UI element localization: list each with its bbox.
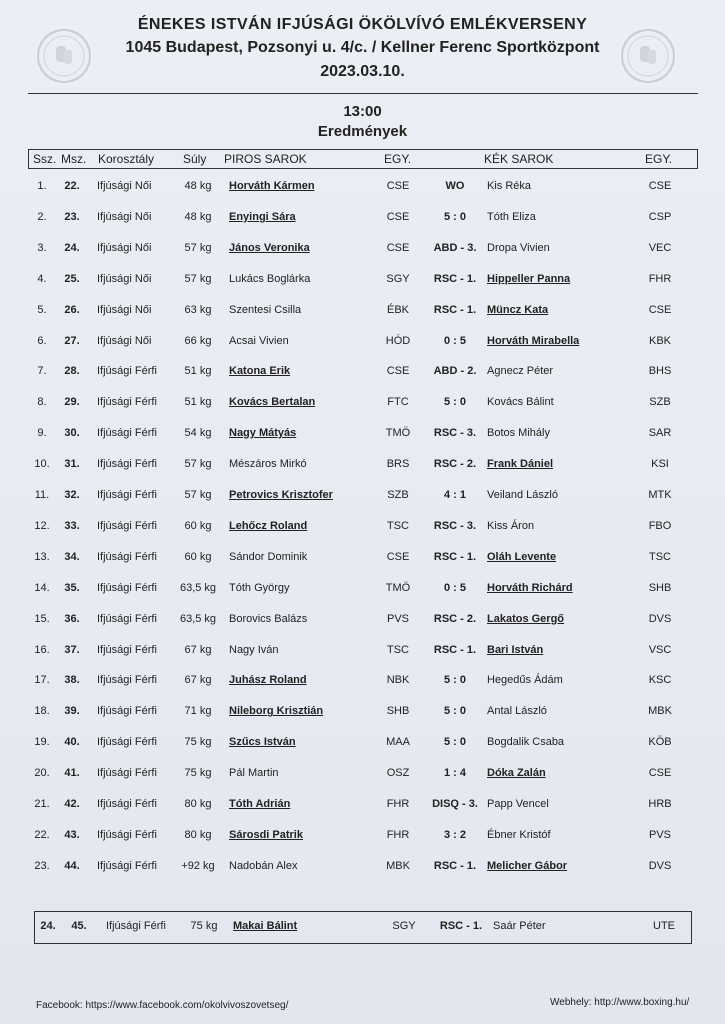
- cell-suly: 51 kg: [184, 396, 212, 409]
- cell-kek: Lakatos Gergő: [487, 612, 565, 625]
- cell-suly: 57 kg: [184, 489, 212, 501]
- cell-kek: Ébner Kristóf: [487, 828, 551, 841]
- cell-piros: Katona Erik: [229, 365, 291, 378]
- cell-suly: 67 kg: [184, 643, 212, 656]
- event-address: 1045 Budapest, Pozsonyi u. 4/c. / Kellner Ferenc Sportközpont: [125, 39, 600, 56]
- cell-ssz: 12.: [34, 519, 50, 532]
- cell-suly: 60 kg: [184, 519, 212, 532]
- cell-msz: 32.: [64, 489, 80, 501]
- cell-result: RSC - 1.: [433, 272, 477, 285]
- cell-korosztaly: Ifjúsági Női: [97, 272, 152, 285]
- cell-suly: 63 kg: [184, 303, 212, 316]
- col-msz: Msz.: [61, 152, 87, 166]
- cell-msz: 26.: [64, 303, 80, 316]
- cell-piros: Tóth György: [229, 581, 290, 594]
- cell-ssz: 1.: [37, 180, 47, 192]
- cell-result: ABD - 3.: [433, 241, 477, 254]
- cell-result: 5 : 0: [443, 396, 466, 409]
- website-link[interactable]: Webhely: http://www.boxing.hu/: [550, 997, 690, 1008]
- cell-egy-red: FTC: [387, 396, 409, 409]
- cell-egy-blue: TSC: [649, 550, 671, 563]
- cell-msz: 42.: [64, 798, 80, 810]
- cell-egy-blue: CSP: [648, 210, 672, 223]
- cell-egy-blue: CSE: [648, 180, 672, 192]
- cell-msz: 23.: [64, 210, 80, 223]
- cell-result: RSC - 1.: [433, 303, 477, 316]
- cell-ssz: 9.: [37, 427, 47, 440]
- cell-result: RSC - 2.: [433, 612, 477, 625]
- cell-piros: Nileborg Krisztián: [229, 705, 324, 718]
- table-row: [0, 671, 725, 691]
- cell-egy-blue: SZB: [649, 396, 671, 409]
- cell-kek: Kovács Bálint: [487, 396, 554, 409]
- cell-egy-red: SZB: [387, 489, 409, 501]
- cell-korosztaly: Ifjúsági Férfi: [97, 365, 157, 378]
- cell-msz: 27.: [64, 334, 80, 347]
- cell-egy-blue: MBK: [648, 705, 672, 718]
- cell-korosztaly: Ifjúsági Férfi: [97, 674, 157, 687]
- cell-suly: 80 kg: [184, 798, 212, 810]
- cell-piros: Horváth Kármen: [229, 180, 315, 192]
- cell-result: 0 : 5: [443, 581, 466, 594]
- table-row: [0, 270, 725, 290]
- cell-egy-red: NBK: [386, 674, 410, 687]
- cell-piros: Nadobán Alex: [229, 859, 298, 872]
- cell-piros: Tóth Adrián: [229, 798, 291, 810]
- cell-msz: 45.: [71, 920, 87, 932]
- col-kek-sarok: KÉK SAROK: [484, 152, 554, 166]
- cell-kek: Tóth Eliza: [487, 210, 536, 223]
- session-time: 13:00: [343, 103, 382, 120]
- cell-msz: 22.: [64, 180, 80, 192]
- cell-msz: 38.: [64, 674, 80, 687]
- cell-result: DISQ - 3.: [432, 798, 478, 810]
- cell-korosztaly: Ifjúsági Női: [97, 180, 152, 192]
- event-date: 2023.03.10.: [320, 63, 405, 80]
- cell-result: ABD - 2.: [433, 365, 477, 378]
- cell-egy-red: CSE: [386, 365, 410, 378]
- cell-korosztaly: Ifjúsági Férfi: [106, 920, 166, 932]
- cell-egy-red: HÓD: [385, 334, 411, 347]
- cell-kek: Veiland László: [487, 489, 558, 501]
- col-piros-sarok: PIROS SAROK: [224, 152, 307, 166]
- cell-kek: Hippeller Panna: [487, 272, 571, 285]
- cell-msz: 39.: [64, 705, 80, 718]
- cell-piros: Petrovics Krisztofer: [229, 489, 333, 501]
- cell-suly: 57 kg: [184, 241, 212, 254]
- cell-ssz: 2.: [37, 210, 47, 223]
- cell-suly: 54 kg: [184, 427, 212, 440]
- cell-korosztaly: Ifjúsági Férfi: [97, 519, 157, 532]
- cell-suly: 66 kg: [184, 334, 212, 347]
- cell-result: RSC - 3.: [433, 427, 477, 440]
- cell-kek: Saár Péter: [493, 920, 546, 932]
- cell-suly: 71 kg: [184, 705, 212, 718]
- cell-egy-blue: FHR: [648, 272, 672, 285]
- cell-ssz: 8.: [37, 396, 47, 409]
- cell-ssz: 6.: [37, 334, 47, 347]
- cell-ssz: 20.: [34, 767, 50, 780]
- col-egy-red: EGY.: [384, 152, 412, 166]
- cell-korosztaly: Ifjúsági Férfi: [97, 859, 157, 872]
- cell-ssz: 11.: [34, 489, 50, 501]
- cell-egy-red: MBK: [386, 859, 410, 872]
- cell-kek: Dropa Vivien: [487, 241, 550, 254]
- cell-egy-red: PVS: [386, 612, 409, 625]
- table-row: [0, 733, 725, 753]
- cell-suly: 48 kg: [184, 210, 212, 223]
- cell-egy-blue: VSC: [648, 643, 672, 656]
- cell-korosztaly: Ifjúsági Női: [97, 241, 152, 254]
- cell-kek: Oláh Levente: [487, 550, 557, 563]
- cell-korosztaly: Ifjúsági Férfi: [97, 767, 157, 780]
- cell-piros: Makai Bálint: [233, 920, 298, 932]
- cell-egy-blue: CSE: [648, 303, 672, 316]
- cell-ssz: 18.: [34, 705, 50, 718]
- cell-korosztaly: Ifjúsági Férfi: [97, 489, 157, 501]
- table-header: [28, 149, 698, 169]
- cell-msz: 28.: [64, 365, 80, 378]
- cell-egy-blue: VEC: [648, 241, 672, 254]
- cell-ssz: 7.: [37, 365, 47, 378]
- cell-result: RSC - 1.: [433, 643, 477, 656]
- cell-kek: Agnecz Péter: [487, 365, 554, 378]
- cell-kek: Hegedűs Ádám: [487, 674, 563, 687]
- cell-egy-red: SGY: [392, 920, 416, 932]
- cell-msz: 43.: [64, 828, 80, 841]
- event-title: ÉNEKES ISTVÁN IFJÚSÁGI ÖKÖLVÍVÓ EMLÉKVERSENY: [137, 16, 588, 33]
- cell-egy-red: SGY: [386, 272, 410, 285]
- cell-egy-red: CSE: [386, 241, 410, 254]
- cell-result: RSC - 1.: [439, 920, 483, 932]
- cell-kek: Horváth Mirabella: [487, 334, 580, 347]
- cell-ssz: 5.: [37, 303, 47, 316]
- table-row: [0, 208, 725, 228]
- cell-korosztaly: Ifjúsági Férfi: [97, 458, 157, 471]
- cell-piros: Szűcs István: [229, 736, 296, 749]
- cell-result: 5 : 0: [443, 705, 466, 718]
- cell-result: RSC - 1.: [433, 550, 477, 563]
- cell-ssz: 10.: [34, 458, 50, 471]
- cell-kek: Botos Mihály: [487, 427, 550, 440]
- cell-ssz: 16.: [34, 643, 50, 656]
- cell-egy-red: CSE: [386, 180, 410, 192]
- cell-msz: 37.: [64, 643, 80, 656]
- table-row: [0, 702, 725, 722]
- cell-piros: Pál Martin: [229, 767, 279, 780]
- table-row: [0, 517, 725, 537]
- cell-piros: Borovics Balázs: [229, 612, 308, 625]
- table-row: [0, 579, 725, 599]
- cell-egy-red: BRS: [386, 458, 410, 471]
- cell-egy-blue: SAR: [648, 427, 672, 440]
- cell-ssz: 19.: [34, 736, 50, 749]
- cell-suly: 57 kg: [184, 458, 212, 471]
- cell-kek: Melicher Gábor: [487, 859, 568, 872]
- cell-suly: 75 kg: [190, 920, 218, 932]
- cell-msz: 25.: [64, 272, 80, 285]
- cell-msz: 41.: [64, 767, 80, 780]
- cell-egy-blue: KSC: [648, 674, 672, 687]
- table-row: [0, 610, 725, 630]
- col-korosztaly: Korosztály: [98, 152, 155, 166]
- cell-suly: 48 kg: [184, 180, 212, 192]
- cell-suly: 63,5 kg: [179, 612, 217, 625]
- cell-egy-blue: CSE: [648, 767, 672, 780]
- cell-egy-red: SHB: [386, 705, 410, 718]
- cell-piros: János Veronika: [229, 241, 310, 254]
- cell-korosztaly: Ifjúsági Férfi: [97, 736, 157, 749]
- cell-piros: Kovács Bertalan: [229, 396, 316, 409]
- cell-piros: Nagy Iván: [229, 643, 279, 656]
- cell-egy-red: ÉBK: [386, 303, 409, 316]
- table-row: [0, 826, 725, 846]
- cell-korosztaly: Ifjúsági Női: [97, 210, 152, 223]
- cell-ssz: 13.: [34, 550, 50, 563]
- cell-kek: Antal László: [487, 705, 547, 718]
- cell-msz: 24.: [64, 241, 80, 254]
- cell-kek: Papp Vencel: [487, 798, 549, 810]
- cell-ssz: 17.: [34, 674, 50, 687]
- cell-egy-red: CSE: [386, 550, 410, 563]
- facebook-link[interactable]: Facebook: https://www.facebook.com/okolvivoszovetseg/: [36, 1000, 289, 1011]
- cell-msz: 40.: [64, 736, 80, 749]
- cell-egy-blue: FBO: [648, 519, 672, 532]
- cell-ssz: 14.: [34, 581, 50, 594]
- cell-egy-red: MAA: [386, 736, 410, 749]
- cell-suly: 51 kg: [184, 365, 212, 378]
- cell-ssz: 21.: [34, 798, 50, 810]
- table-row: [0, 641, 725, 661]
- cell-msz: 30.: [64, 427, 80, 440]
- cell-msz: 35.: [64, 581, 80, 594]
- cell-result: RSC - 1.: [433, 859, 477, 872]
- header: [0, 14, 725, 84]
- table-row: [0, 857, 725, 877]
- cell-suly: 80 kg: [184, 828, 212, 841]
- cell-egy-red: TMÖ: [385, 581, 411, 594]
- cell-suly: 63,5 kg: [179, 581, 217, 594]
- table-row: [0, 239, 725, 259]
- cell-egy-red: TMÖ: [385, 427, 411, 440]
- cell-piros: Sárosdi Patrik: [229, 828, 303, 841]
- cell-piros: Szentesi Csilla: [229, 303, 302, 316]
- cell-korosztaly: Ifjúsági Férfi: [97, 828, 157, 841]
- results-heading: Eredmények: [317, 123, 408, 140]
- cell-egy-red: FHR: [386, 798, 410, 810]
- cell-kek: Bari István: [487, 643, 544, 656]
- cell-korosztaly: Ifjúsági Férfi: [97, 427, 157, 440]
- cell-egy-red: CSE: [386, 210, 410, 223]
- cell-egy-red: TSC: [387, 643, 409, 656]
- cell-kek: Müncz Kata: [487, 303, 549, 316]
- col-ssz: Ssz.: [33, 152, 57, 166]
- cell-egy-red: TSC: [387, 519, 409, 532]
- table-row: [0, 917, 725, 937]
- cell-korosztaly: Ifjúsági Férfi: [97, 643, 157, 656]
- cell-result: 0 : 5: [443, 334, 466, 347]
- cell-result: 5 : 0: [443, 674, 466, 687]
- cell-ssz: 22.: [34, 828, 50, 841]
- cell-suly: 67 kg: [184, 674, 212, 687]
- table-row: [0, 332, 725, 352]
- cell-kek: Frank Dániel: [487, 458, 554, 471]
- cell-korosztaly: Ifjúsági Női: [97, 303, 152, 316]
- cell-korosztaly: Ifjúsági Férfi: [97, 705, 157, 718]
- cell-suly: +92 kg: [181, 859, 215, 872]
- cell-egy-blue: KBK: [648, 334, 671, 347]
- cell-kek: Kis Réka: [487, 180, 532, 192]
- cell-egy-red: OSZ: [386, 767, 410, 780]
- table-row: [0, 455, 725, 475]
- cell-egy-blue: SHB: [648, 581, 672, 594]
- cell-result: 3 : 2: [443, 828, 466, 841]
- cell-piros: Enyingi Sára: [229, 210, 296, 223]
- cell-result: 1 : 4: [443, 767, 466, 780]
- cell-kek: Bogdalik Csaba: [487, 736, 565, 749]
- cell-egy-blue: DVS: [648, 859, 672, 872]
- cell-msz: 33.: [64, 519, 80, 532]
- cell-korosztaly: Ifjúsági Női: [97, 334, 152, 347]
- cell-piros: Juhász Roland: [229, 674, 307, 687]
- table-row: [0, 301, 725, 321]
- cell-suly: 75 kg: [184, 767, 212, 780]
- cell-piros: Lukács Boglárka: [229, 272, 311, 285]
- cell-kek: Horváth Richárd: [487, 581, 573, 594]
- table-row: [0, 177, 725, 197]
- col-suly: Súly: [183, 152, 207, 166]
- table-row: [0, 795, 725, 815]
- cell-egy-blue: BHS: [648, 365, 672, 378]
- table-row: [0, 362, 725, 382]
- cell-result: RSC - 2.: [433, 458, 477, 471]
- cell-msz: 31.: [64, 458, 80, 471]
- cell-piros: Nagy Mátyás: [229, 427, 297, 440]
- header-divider: [28, 93, 698, 94]
- cell-result: 5 : 0: [443, 736, 466, 749]
- cell-ssz: 3.: [37, 241, 47, 254]
- cell-ssz: 15.: [34, 612, 50, 625]
- cell-egy-blue: DVS: [648, 612, 672, 625]
- cell-egy-blue: UTE: [653, 920, 675, 932]
- cell-suly: 57 kg: [184, 272, 212, 285]
- cell-korosztaly: Ifjúsági Férfi: [97, 612, 157, 625]
- cell-result: RSC - 3.: [433, 519, 477, 532]
- cell-egy-blue: MTK: [648, 489, 672, 501]
- cell-egy-blue: KÖB: [648, 736, 672, 749]
- cell-kek: Dóka Zalán: [487, 767, 546, 780]
- cell-result: WO: [445, 180, 465, 192]
- cell-ssz: 24.: [40, 920, 56, 932]
- cell-result: 5 : 0: [443, 210, 466, 223]
- cell-korosztaly: Ifjúsági Férfi: [97, 550, 157, 563]
- cell-egy-blue: KSI: [651, 458, 669, 471]
- cell-msz: 29.: [64, 396, 80, 409]
- cell-kek: Kiss Áron: [487, 519, 535, 532]
- cell-ssz: 4.: [37, 272, 47, 285]
- cell-piros: Acsai Vivien: [229, 334, 289, 347]
- cell-egy-blue: HRB: [648, 798, 672, 810]
- cell-piros: Lehőcz Roland: [229, 519, 308, 532]
- cell-piros: Sándor Dominik: [229, 550, 308, 563]
- cell-suly: 60 kg: [184, 550, 212, 563]
- cell-piros: Mészáros Mirkó: [229, 458, 307, 471]
- table-row: [0, 424, 725, 444]
- table-row: [0, 486, 725, 506]
- cell-msz: 36.: [64, 612, 80, 625]
- cell-egy-blue: PVS: [648, 828, 671, 841]
- table-row: [0, 548, 725, 568]
- cell-suly: 75 kg: [184, 736, 212, 749]
- cell-korosztaly: Ifjúsági Férfi: [97, 581, 157, 594]
- cell-msz: 44.: [64, 859, 80, 872]
- cell-egy-red: FHR: [386, 828, 410, 841]
- table-row: [0, 764, 725, 784]
- col-egy-blue: EGY.: [645, 152, 673, 166]
- cell-ssz: 23.: [34, 859, 50, 872]
- table-row: [0, 393, 725, 413]
- cell-result: 4 : 1: [443, 489, 466, 501]
- cell-korosztaly: Ifjúsági Férfi: [97, 396, 157, 409]
- cell-korosztaly: Ifjúsági Férfi: [97, 798, 157, 810]
- cell-msz: 34.: [64, 550, 80, 563]
